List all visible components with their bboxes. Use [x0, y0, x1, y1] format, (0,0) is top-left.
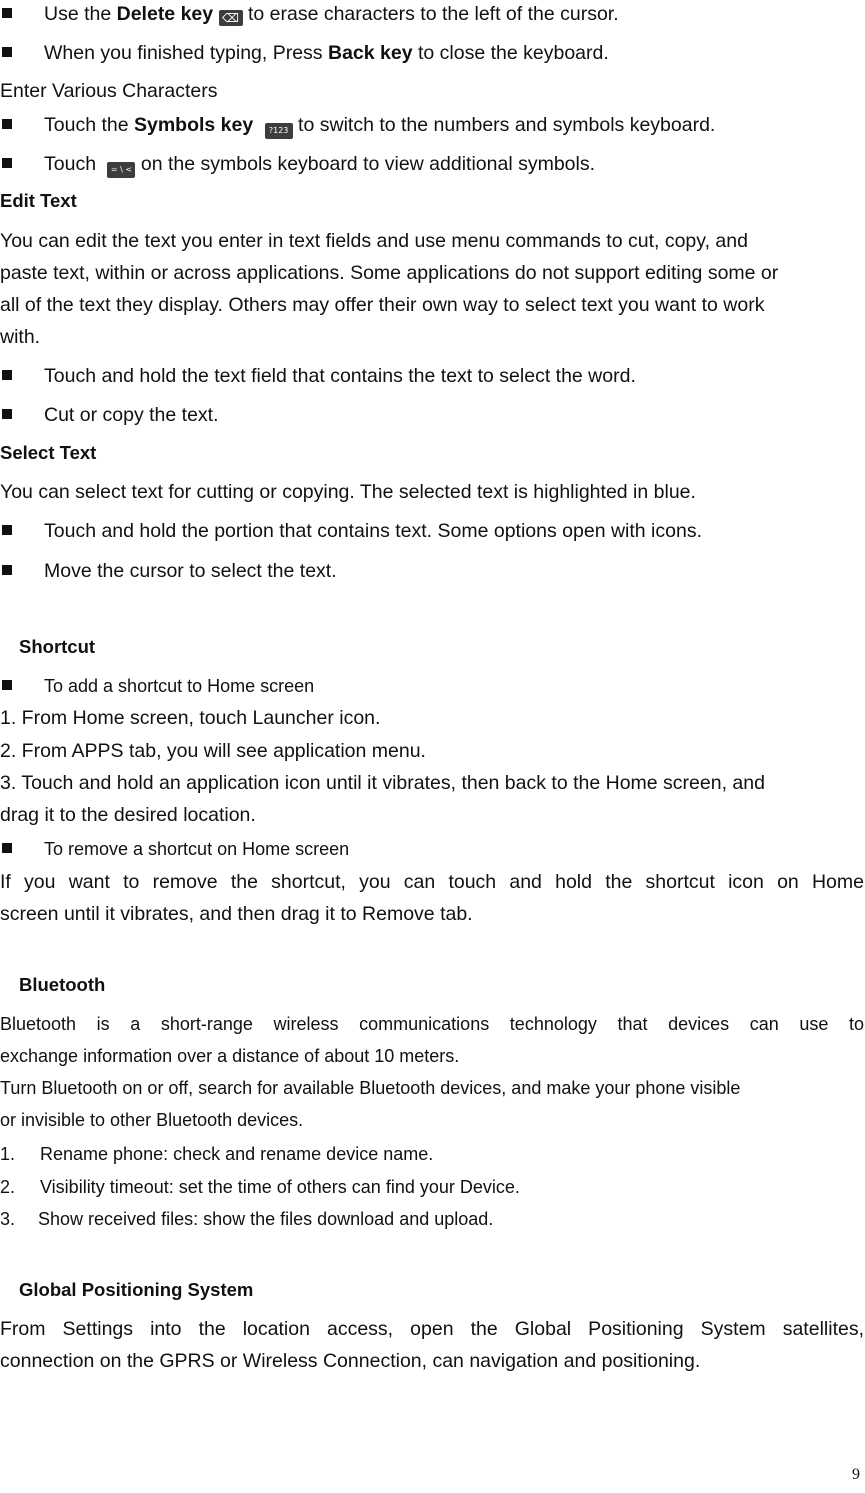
edit-text-heading: Edit Text	[0, 190, 77, 211]
bullet-square-icon	[2, 680, 12, 690]
bullet-square-icon	[2, 370, 12, 380]
select-text-paragraph: You can select text for cutting or copying. The selected text is highlighted in blue.	[0, 481, 696, 503]
symbols-key-icon: ?123	[265, 123, 293, 139]
shortcut-heading: Shortcut	[19, 636, 96, 657]
bluetooth-paragraph: Bluetooth is a short-range wireless communications technology that devices can use to	[0, 1014, 864, 1034]
shortcut-step: 1. From Home screen, touch Launcher icon.	[0, 707, 381, 729]
edit-text-paragraph: You can edit the text you enter in text fields and use menu commands to cut, copy, and	[0, 230, 748, 252]
shortcut-remove-paragraph: If you want to remove the shortcut, you can touch and hold the shortcut icon on Home	[0, 871, 864, 893]
bluetooth-paragraph: Turn Bluetooth on or off, search for available Bluetooth devices, and make your phone visible	[0, 1078, 741, 1098]
gps-heading: Global Positioning System	[19, 1279, 254, 1300]
delete-key-icon: ⌫	[219, 10, 243, 26]
gps-paragraph: From Settings into the location access, open the Global Positioning System satellites,	[0, 1318, 864, 1340]
shortcut-step: 2. From APPS tab, you will see application menu.	[0, 740, 426, 762]
bluetooth-paragraph: or invisible to other Bluetooth devices.	[0, 1110, 304, 1130]
shortcut-step: drag it to the desired location.	[0, 804, 256, 826]
bullet-square-icon	[2, 119, 12, 129]
bullet-square-icon	[2, 158, 12, 168]
enter-various-characters: Enter Various Characters	[0, 80, 218, 102]
bluetooth-paragraph: exchange information over a distance of about 10 meters.	[0, 1046, 460, 1066]
bullet-square-icon	[2, 47, 12, 57]
bluetooth-heading: Bluetooth	[19, 974, 106, 995]
more-symbols-key-icon: = \ <	[107, 162, 135, 178]
bullet-square-icon	[2, 843, 12, 853]
select-text-heading: Select Text	[0, 442, 97, 463]
edit-text-paragraph: all of the text they display. Others may offer their own way to select text you want to work	[0, 294, 765, 316]
gps-paragraph: connection on the GPRS or Wireless Connection, can navigation and positioning.	[0, 1350, 701, 1372]
shortcut-remove-paragraph: screen until it vibrates, and then drag it to Remove tab.	[0, 903, 473, 925]
bullet-square-icon	[2, 8, 12, 18]
bullet-square-icon	[2, 525, 12, 535]
edit-text-paragraph: paste text, within or across applications. Some applications do not support editing some or	[0, 262, 779, 284]
page-number: 9	[852, 1466, 860, 1483]
shortcut-step: 3. Touch and hold an application icon until it vibrates, then back to the Home screen, and	[0, 772, 765, 794]
bullet-square-icon	[2, 409, 12, 419]
bullet-square-icon	[2, 565, 12, 575]
edit-text-paragraph: with.	[0, 326, 41, 348]
